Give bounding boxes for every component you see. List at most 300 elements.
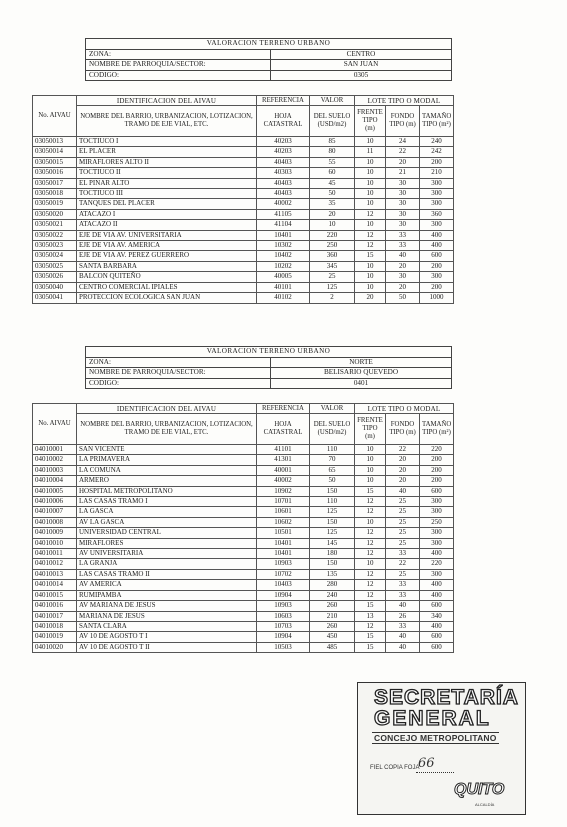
cell-frente: 10: [355, 261, 386, 271]
cell-tamano: 200: [420, 476, 454, 486]
col-lote-group: LOTE TIPO O MODAL: [355, 404, 454, 414]
cell-valor: 240: [310, 590, 355, 600]
cell-no-aivau: 03050021: [33, 220, 77, 230]
cell-tamano: 300: [420, 199, 454, 209]
cell-tamano: 220: [420, 445, 454, 455]
table-row: [33, 559, 454, 569]
cell-valor: 260: [310, 601, 355, 611]
cell-tamano: 600: [420, 601, 454, 611]
cell-nombre: TOCTIUCO II: [77, 168, 257, 178]
cell-no-aivau: 04010018: [33, 621, 77, 631]
cell-hoja-catastral: 10902: [257, 486, 310, 496]
cell-valor: 45: [310, 178, 355, 188]
table-row: [33, 282, 454, 292]
cell-hoja-catastral: 10701: [257, 497, 310, 507]
cell-nombre: LA COMUNA: [77, 465, 257, 475]
cell-valor: 250: [310, 241, 355, 251]
cell-no-aivau: 04010009: [33, 528, 77, 538]
col-referencia: REFERENCIA: [257, 96, 310, 106]
cell-nombre: AV MARIANA DE JESUS: [77, 601, 257, 611]
section1-parroquia-label: NOMBRE DE PARROQUIA/SECTOR:: [86, 60, 271, 71]
cell-fondo: 40: [386, 251, 420, 261]
cell-tamano: 340: [420, 611, 454, 621]
cell-fondo: 22: [386, 445, 420, 455]
col-referencia: REFERENCIA: [257, 404, 310, 414]
table-row: [33, 199, 454, 209]
cell-valor: 180: [310, 549, 355, 559]
cell-frente: 10: [355, 445, 386, 455]
quito-logo: QUITO: [454, 781, 505, 798]
section2-zona-value: NORTE: [271, 357, 452, 368]
section2-title: VALORACION TERRENO URBANO: [86, 347, 452, 358]
cell-fondo: 33: [386, 230, 420, 240]
cell-nombre: AV AMERICA: [77, 580, 257, 590]
cell-hoja-catastral: 10702: [257, 569, 310, 579]
cell-hoja-catastral: 40002: [257, 476, 310, 486]
cell-no-aivau: 03050015: [33, 157, 77, 167]
stamp-line3: CONCEJO METROPOLITANO: [374, 733, 497, 743]
cell-frente: 10: [355, 465, 386, 475]
cell-tamano: 300: [420, 272, 454, 282]
section1-zona-label: ZONA:: [86, 49, 271, 60]
cell-frente: 10: [355, 282, 386, 292]
col-tamano: TAMAÑO TIPO (m²): [420, 414, 454, 445]
table-row: [33, 465, 454, 475]
cell-nombre: AV UNIVERSITARIA: [77, 549, 257, 559]
cell-tamano: 360: [420, 209, 454, 219]
cell-tamano: 600: [420, 486, 454, 496]
stamp-foja-number: 66: [418, 756, 435, 771]
section1-codigo-value: 0305: [271, 70, 452, 81]
table-row: [33, 209, 454, 219]
col-nombre: NOMBRE DEL BARRIO, URBANIZACION, LOTIZACION, TRAMO DE EJE VIAL, ETC.: [77, 106, 257, 137]
cell-hoja-catastral: 40403: [257, 157, 310, 167]
cell-no-aivau: 04010019: [33, 632, 77, 642]
table-row: [33, 601, 454, 611]
cell-hoja-catastral: 10904: [257, 590, 310, 600]
cell-fondo: 20: [386, 465, 420, 475]
cell-no-aivau: 04010008: [33, 517, 77, 527]
cell-no-aivau: 04010017: [33, 611, 77, 621]
cell-tamano: 220: [420, 559, 454, 569]
cell-no-aivau: 03050013: [33, 137, 77, 147]
cell-no-aivau: 04010005: [33, 486, 77, 496]
cell-nombre: SAN VICENTE: [77, 445, 257, 455]
stamp-line1: SECRETARÍA: [374, 686, 519, 709]
cell-fondo: 33: [386, 549, 420, 559]
cell-tamano: 300: [420, 220, 454, 230]
cell-nombre: LA PRIMAVERA: [77, 455, 257, 465]
col-id-group: IDENTIFICACION DEL AIVAU: [77, 404, 257, 414]
cell-no-aivau: 04010011: [33, 549, 77, 559]
cell-tamano: 200: [420, 282, 454, 292]
table-row: [33, 580, 454, 590]
cell-tamano: 400: [420, 230, 454, 240]
col-del-suelo: DEL SUELO (USD/m2): [310, 106, 355, 137]
cell-fondo: 25: [386, 497, 420, 507]
cell-valor: 125: [310, 282, 355, 292]
col-hoja-catastral: HOJA CATASTRAL: [257, 414, 310, 445]
cell-frente: 12: [355, 241, 386, 251]
stamp-sub: ALCALDÍA: [475, 802, 495, 807]
cell-frente: 12: [355, 230, 386, 240]
cell-no-aivau: 03050016: [33, 168, 77, 178]
cell-hoja-catastral: 40403: [257, 189, 310, 199]
col-hoja-catastral: HOJA CATASTRAL: [257, 106, 310, 137]
cell-tamano: 1000: [420, 293, 454, 303]
cell-tamano: 400: [420, 621, 454, 631]
col-id-group: IDENTIFICACION DEL AIVAU: [77, 96, 257, 106]
table-row: [33, 178, 454, 188]
cell-frente: 12: [355, 528, 386, 538]
cell-fondo: 20: [386, 261, 420, 271]
cell-no-aivau: 04010010: [33, 538, 77, 548]
table-row: [33, 507, 454, 517]
cell-no-aivau: 04010004: [33, 476, 77, 486]
table-row: [33, 293, 454, 303]
cell-frente: 12: [355, 209, 386, 219]
section2-codigo-value: 0401: [271, 378, 452, 389]
cell-valor: 65: [310, 465, 355, 475]
table-row: [33, 486, 454, 496]
cell-fondo: 25: [386, 538, 420, 548]
cell-frente: 12: [355, 497, 386, 507]
cell-nombre: AV LA GASCA: [77, 517, 257, 527]
cell-hoja-catastral: 40005: [257, 272, 310, 282]
cell-frente: 10: [355, 157, 386, 167]
cell-fondo: 20: [386, 157, 420, 167]
cell-nombre: UNIVERSIDAD CENTRAL: [77, 528, 257, 538]
cell-fondo: 25: [386, 528, 420, 538]
cell-frente: 13: [355, 611, 386, 621]
cell-tamano: 300: [420, 528, 454, 538]
table-row: [33, 497, 454, 507]
cell-hoja-catastral: 10402: [257, 251, 310, 261]
cell-nombre: CENTRO COMERCIAL IPIALES: [77, 282, 257, 292]
cell-frente: 15: [355, 642, 386, 652]
col-no-aivau: No. AIVAU: [33, 404, 77, 445]
cell-nombre: HOSPITAL METROPOLITANO: [77, 486, 257, 496]
col-del-suelo: DEL SUELO (USD/m2): [310, 414, 355, 445]
cell-valor: 2: [310, 293, 355, 303]
cell-nombre: EJE DE VIA AV. UNIVERSITARIA: [77, 230, 257, 240]
cell-frente: 10: [355, 559, 386, 569]
cell-fondo: 30: [386, 189, 420, 199]
cell-valor: 80: [310, 147, 355, 157]
cell-tamano: 400: [420, 590, 454, 600]
cell-hoja-catastral: 10603: [257, 611, 310, 621]
cell-tamano: 300: [420, 497, 454, 507]
cell-fondo: 25: [386, 507, 420, 517]
section2-parroquia-label: NOMBRE DE PARROQUIA/SECTOR:: [86, 368, 271, 379]
cell-tamano: 200: [420, 157, 454, 167]
cell-no-aivau: 03050026: [33, 272, 77, 282]
cell-hoja-catastral: 10903: [257, 601, 310, 611]
cell-valor: 55: [310, 157, 355, 167]
cell-frente: 10: [355, 189, 386, 199]
cell-valor: 220: [310, 230, 355, 240]
cell-nombre: EL PINAR ALTO: [77, 178, 257, 188]
cell-fondo: 20: [386, 455, 420, 465]
cell-fondo: 22: [386, 147, 420, 157]
cell-frente: 15: [355, 632, 386, 642]
col-fondo: FONDO TIPO (m): [386, 414, 420, 445]
table-row: [33, 147, 454, 157]
cell-frente: 15: [355, 486, 386, 496]
cell-valor: 260: [310, 621, 355, 631]
cell-tamano: 200: [420, 261, 454, 271]
section1-header: [85, 38, 452, 81]
table-row: [33, 168, 454, 178]
section2-codigo-label: CODIGO:: [86, 378, 271, 389]
section1-zona-value: CENTRO: [271, 49, 452, 60]
table-row: [33, 538, 454, 548]
table-row: [33, 549, 454, 559]
cell-tamano: 300: [420, 507, 454, 517]
cell-hoja-catastral: 10904: [257, 632, 310, 642]
table-row: [33, 137, 454, 147]
cell-hoja-catastral: 41301: [257, 455, 310, 465]
cell-fondo: 40: [386, 642, 420, 652]
cell-valor: 450: [310, 632, 355, 642]
cell-tamano: 600: [420, 642, 454, 652]
table-row: [33, 611, 454, 621]
cell-tamano: 300: [420, 538, 454, 548]
table-row: [33, 189, 454, 199]
cell-nombre: LAS CASAS TRAMO I: [77, 497, 257, 507]
col-no-aivau: No. AIVAU: [33, 96, 77, 137]
cell-fondo: 40: [386, 486, 420, 496]
cell-fondo: 50: [386, 293, 420, 303]
cell-valor: 50: [310, 189, 355, 199]
cell-hoja-catastral: 10503: [257, 642, 310, 652]
cell-no-aivau: 04010003: [33, 465, 77, 475]
section1-title: VALORACION TERRENO URBANO: [86, 39, 452, 50]
cell-no-aivau: 04010016: [33, 601, 77, 611]
cell-no-aivau: 03050025: [33, 261, 77, 271]
cell-hoja-catastral: 10401: [257, 538, 310, 548]
cell-tamano: 210: [420, 168, 454, 178]
cell-frente: 11: [355, 147, 386, 157]
col-frente: FRENTE TIPO (m): [355, 414, 386, 445]
cell-valor: 150: [310, 559, 355, 569]
col-tamano: TAMAÑO TIPO (m²): [420, 106, 454, 137]
cell-tamano: 200: [420, 455, 454, 465]
cell-hoja-catastral: 10202: [257, 261, 310, 271]
cell-fondo: 22: [386, 559, 420, 569]
cell-valor: 360: [310, 251, 355, 261]
cell-nombre: EL PLACER: [77, 147, 257, 157]
table-row: [33, 590, 454, 600]
cell-frente: 15: [355, 601, 386, 611]
cell-hoja-catastral: 40001: [257, 465, 310, 475]
cell-nombre: MIRAFLORES ALTO II: [77, 157, 257, 167]
cell-tamano: 250: [420, 517, 454, 527]
cell-frente: 12: [355, 621, 386, 631]
cell-nombre: LA GASCA: [77, 507, 257, 517]
cell-no-aivau: 04010015: [33, 590, 77, 600]
cell-tamano: 600: [420, 632, 454, 642]
cell-hoja-catastral: 40101: [257, 282, 310, 292]
cell-no-aivau: 03050041: [33, 293, 77, 303]
table-row: [33, 621, 454, 631]
cell-fondo: 25: [386, 517, 420, 527]
cell-nombre: AV 10 DE AGOSTO T I: [77, 632, 257, 642]
cell-valor: 10: [310, 220, 355, 230]
col-lote-group: LOTE TIPO O MODAL: [355, 96, 454, 106]
secretaria-general-stamp: [357, 682, 526, 815]
cell-frente: 10: [355, 455, 386, 465]
table-row: [33, 569, 454, 579]
table-row: [33, 528, 454, 538]
cell-hoja-catastral: 10403: [257, 580, 310, 590]
cell-frente: 12: [355, 569, 386, 579]
col-valor: VALOR: [310, 96, 355, 106]
cell-frente: 12: [355, 538, 386, 548]
cell-no-aivau: 04010001: [33, 445, 77, 455]
cell-nombre: AV 10 DE AGOSTO T II: [77, 642, 257, 652]
cell-no-aivau: 03050014: [33, 147, 77, 157]
cell-frente: 10: [355, 272, 386, 282]
stamp-fiel-label: FIEL COPIA FOJA: [370, 765, 420, 771]
cell-tamano: 300: [420, 178, 454, 188]
cell-hoja-catastral: 10903: [257, 559, 310, 569]
col-fondo: FONDO TIPO (m): [386, 106, 420, 137]
table-row: [33, 220, 454, 230]
cell-fondo: 33: [386, 580, 420, 590]
cell-hoja-catastral: 40203: [257, 147, 310, 157]
col-valor: VALOR: [310, 404, 355, 414]
cell-frente: 12: [355, 507, 386, 517]
cell-frente: 12: [355, 549, 386, 559]
cell-valor: 210: [310, 611, 355, 621]
cell-fondo: 20: [386, 282, 420, 292]
cell-fondo: 21: [386, 168, 420, 178]
cell-no-aivau: 04010012: [33, 559, 77, 569]
cell-tamano: 400: [420, 241, 454, 251]
cell-frente: 10: [355, 168, 386, 178]
cell-nombre: RUMIPAMBA: [77, 590, 257, 600]
cell-fondo: 30: [386, 272, 420, 282]
cell-valor: 110: [310, 445, 355, 455]
cell-frente: 12: [355, 580, 386, 590]
cell-nombre: MIRAFLORES: [77, 538, 257, 548]
cell-frente: 10: [355, 220, 386, 230]
cell-nombre: SANTA CLARA: [77, 621, 257, 631]
cell-tamano: 400: [420, 549, 454, 559]
table-row: [33, 157, 454, 167]
table-row: [33, 261, 454, 271]
cell-nombre: SANTA BARBARA: [77, 261, 257, 271]
cell-valor: 50: [310, 476, 355, 486]
section1-table: [32, 95, 454, 304]
cell-frente: 10: [355, 199, 386, 209]
cell-no-aivau: 03050040: [33, 282, 77, 292]
cell-valor: 35: [310, 199, 355, 209]
section2-header: [85, 346, 452, 389]
section1-parroquia-value: SAN JUAN: [271, 60, 452, 71]
cell-hoja-catastral: 40203: [257, 137, 310, 147]
cell-nombre: TOCTIUCO III: [77, 189, 257, 199]
cell-valor: 145: [310, 538, 355, 548]
cell-tamano: 240: [420, 137, 454, 147]
cell-nombre: MARIANA DE JESUS: [77, 611, 257, 621]
cell-nombre: EJE DE VIA AV. PEREZ GUERRERO: [77, 251, 257, 261]
cell-frente: 10: [355, 178, 386, 188]
cell-no-aivau: 04010014: [33, 580, 77, 590]
cell-fondo: 33: [386, 590, 420, 600]
cell-valor: 135: [310, 569, 355, 579]
cell-nombre: TOCTIUCO I: [77, 137, 257, 147]
cell-nombre: ATACAZO II: [77, 220, 257, 230]
table-row: [33, 476, 454, 486]
cell-nombre: LA GRANJA: [77, 559, 257, 569]
cell-nombre: ATACAZO I: [77, 209, 257, 219]
table-row: [33, 642, 454, 652]
cell-no-aivau: 03050019: [33, 199, 77, 209]
cell-no-aivau: 03050017: [33, 178, 77, 188]
stamp-dotted-line: [416, 772, 454, 773]
cell-tamano: 600: [420, 251, 454, 261]
section2-parroquia-value: BELISARIO QUEVEDO: [271, 368, 452, 379]
cell-hoja-catastral: 10601: [257, 507, 310, 517]
table-row: [33, 251, 454, 261]
cell-nombre: ARMERO: [77, 476, 257, 486]
cell-hoja-catastral: 10501: [257, 528, 310, 538]
cell-nombre: PROTECCION ECOLOGICA SAN JUAN: [77, 293, 257, 303]
cell-nombre: EJE DE VIA AV. AMERICA: [77, 241, 257, 251]
table-row: [33, 272, 454, 282]
cell-fondo: 20: [386, 476, 420, 486]
section2-zona-label: ZONA:: [86, 357, 271, 368]
cell-valor: 20: [310, 209, 355, 219]
table-row: [33, 632, 454, 642]
cell-valor: 125: [310, 507, 355, 517]
cell-fondo: 40: [386, 601, 420, 611]
cell-frente: 20: [355, 293, 386, 303]
cell-hoja-catastral: 10703: [257, 621, 310, 631]
cell-frente: 12: [355, 590, 386, 600]
cell-tamano: 300: [420, 569, 454, 579]
cell-tamano: 300: [420, 189, 454, 199]
cell-valor: 345: [310, 261, 355, 271]
table-row: [33, 241, 454, 251]
cell-valor: 85: [310, 137, 355, 147]
cell-hoja-catastral: 40303: [257, 168, 310, 178]
cell-nombre: BALCON QUITEÑO: [77, 272, 257, 282]
cell-no-aivau: 04010020: [33, 642, 77, 652]
section1-codigo-label: CODIGO:: [86, 70, 271, 81]
cell-fondo: 30: [386, 209, 420, 219]
cell-hoja-catastral: 41104: [257, 220, 310, 230]
cell-frente: 10: [355, 137, 386, 147]
cell-fondo: 40: [386, 632, 420, 642]
cell-fondo: 25: [386, 569, 420, 579]
cell-fondo: 24: [386, 137, 420, 147]
cell-valor: 25: [310, 272, 355, 282]
cell-no-aivau: 04010006: [33, 497, 77, 507]
cell-frente: 10: [355, 476, 386, 486]
cell-valor: 485: [310, 642, 355, 652]
col-frente: FRENTE TIPO (m): [355, 106, 386, 137]
cell-hoja-catastral: 10302: [257, 241, 310, 251]
col-nombre: NOMBRE DEL BARRIO, URBANIZACION, LOTIZACION, TRAMO DE EJE VIAL, ETC.: [77, 414, 257, 445]
cell-hoja-catastral: 10602: [257, 517, 310, 527]
cell-valor: 280: [310, 580, 355, 590]
section2-table: [32, 403, 454, 653]
cell-no-aivau: 03050022: [33, 230, 77, 240]
cell-no-aivau: 04010002: [33, 455, 77, 465]
